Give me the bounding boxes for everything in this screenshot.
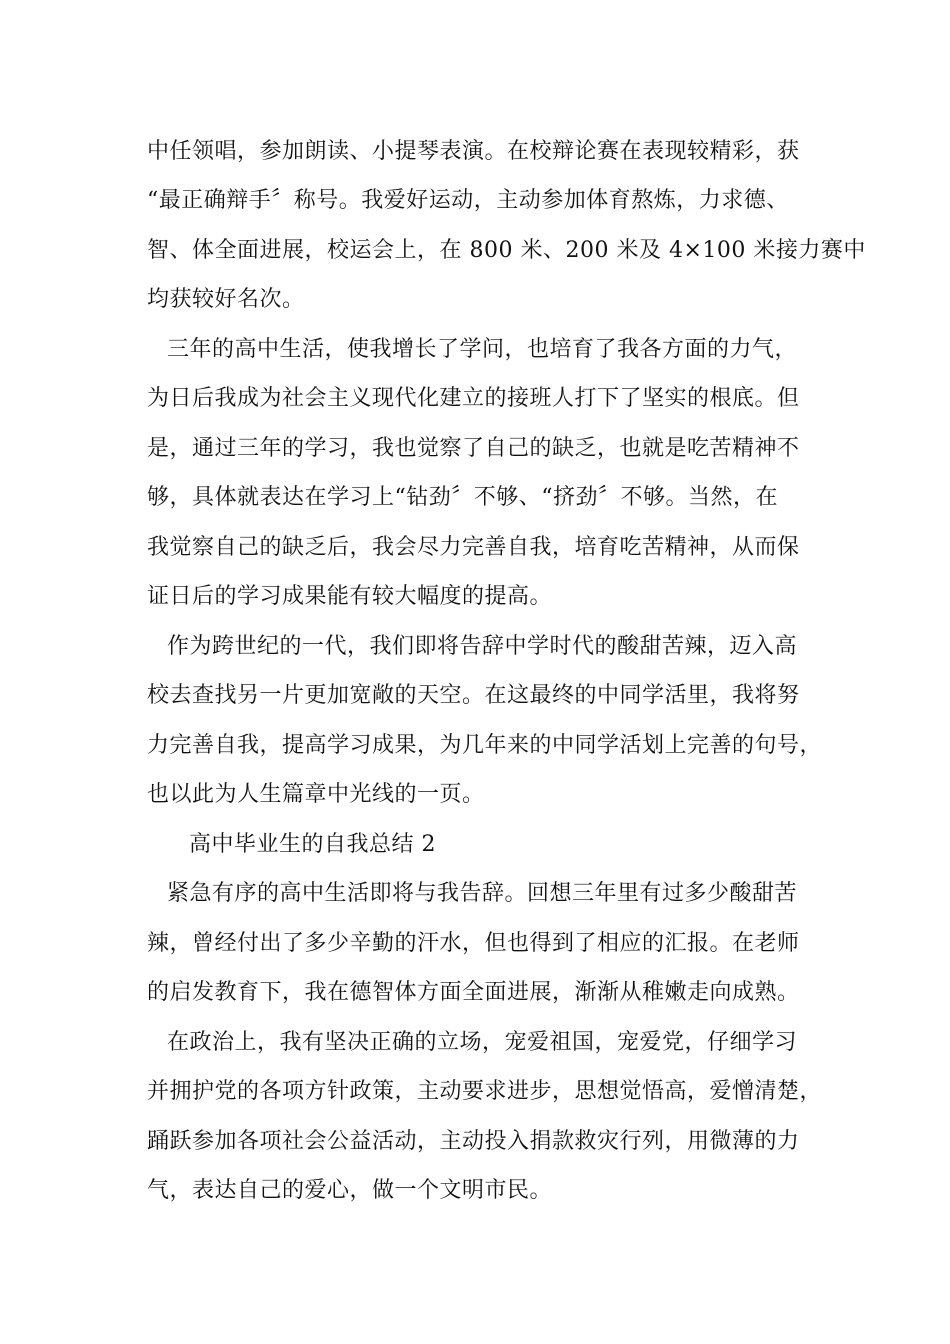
text-line: 辣，曾经付出了多少辛勤的汗水，但也得到了相应的汇报。在老师	[147, 931, 800, 956]
text-line: 力完善自我，提高学习成果，为几年来的中同学活划上完善的句号，	[147, 733, 823, 758]
text-line: 为日后我成为社会主义现代化建立的接班人打下了坚实的根底。但	[147, 386, 800, 411]
text-line: 并拥护党的各项方针政策，主动要求进步，思想觉悟高，爱憎清楚，	[147, 1079, 823, 1104]
text-line: 够，具体就表达在学习上“钻劲〞不够、“挤劲〞不够。当然，在	[147, 485, 778, 510]
text-line: 气，表达自己的爱心，做一个文明市民。	[147, 1178, 553, 1203]
text-line: 证日后的学习成果能有较大幅度的提高。	[147, 584, 553, 609]
text-line: 作为跨世纪的一代，我们即将告辞中学时代的酸甜苦辣，迈入高	[167, 634, 798, 659]
text-line: 的启发教育下，我在德智体方面全面进展，渐渐从稚嫩走向成熟。	[147, 980, 800, 1005]
text-line: 在政治上，我有坚决正确的立场，宠爱祖国，宠爱党，仔细学习	[167, 1030, 798, 1055]
text-line: 我觉察自己的缺乏后，我会尽力完善自我，培育吃苦精神，从而保	[147, 535, 800, 560]
text-line: “最正确辩手〞称号。我爱好运动，主动参加体育熬炼，力求德、	[147, 188, 789, 213]
text-line: 智、体全面进展，校运会上，在 800 米、200 米及 4×100 米接力赛中	[147, 238, 866, 263]
text-line: 均获较好名次。	[147, 287, 305, 312]
section-heading: 高中毕业生的自我总结 2	[189, 832, 436, 857]
text-line: 三年的高中生活，使我增长了学问，也培育了我各方面的力气，	[167, 337, 798, 362]
text-line: 中任领唱，参加朗读、小提琴表演。在校辩论赛在表现较精彩，获	[147, 139, 800, 164]
text-line: 也以此为人生篇章中光线的一页。	[147, 782, 485, 807]
text-line: 是，通过三年的学习，我也觉察了自己的缺乏，也就是吃苦精神不	[147, 436, 800, 461]
text-line: 校去查找另一片更加宽敞的天空。在这最终的中同学活里，我将努	[147, 683, 800, 708]
text-line: 踊跃参加各项社会公益活动，主动投入捐款救灾行列，用微薄的力	[147, 1129, 800, 1154]
text-line: 紧急有序的高中生活即将与我告辞。回想三年里有过多少酸甜苦	[167, 881, 798, 906]
